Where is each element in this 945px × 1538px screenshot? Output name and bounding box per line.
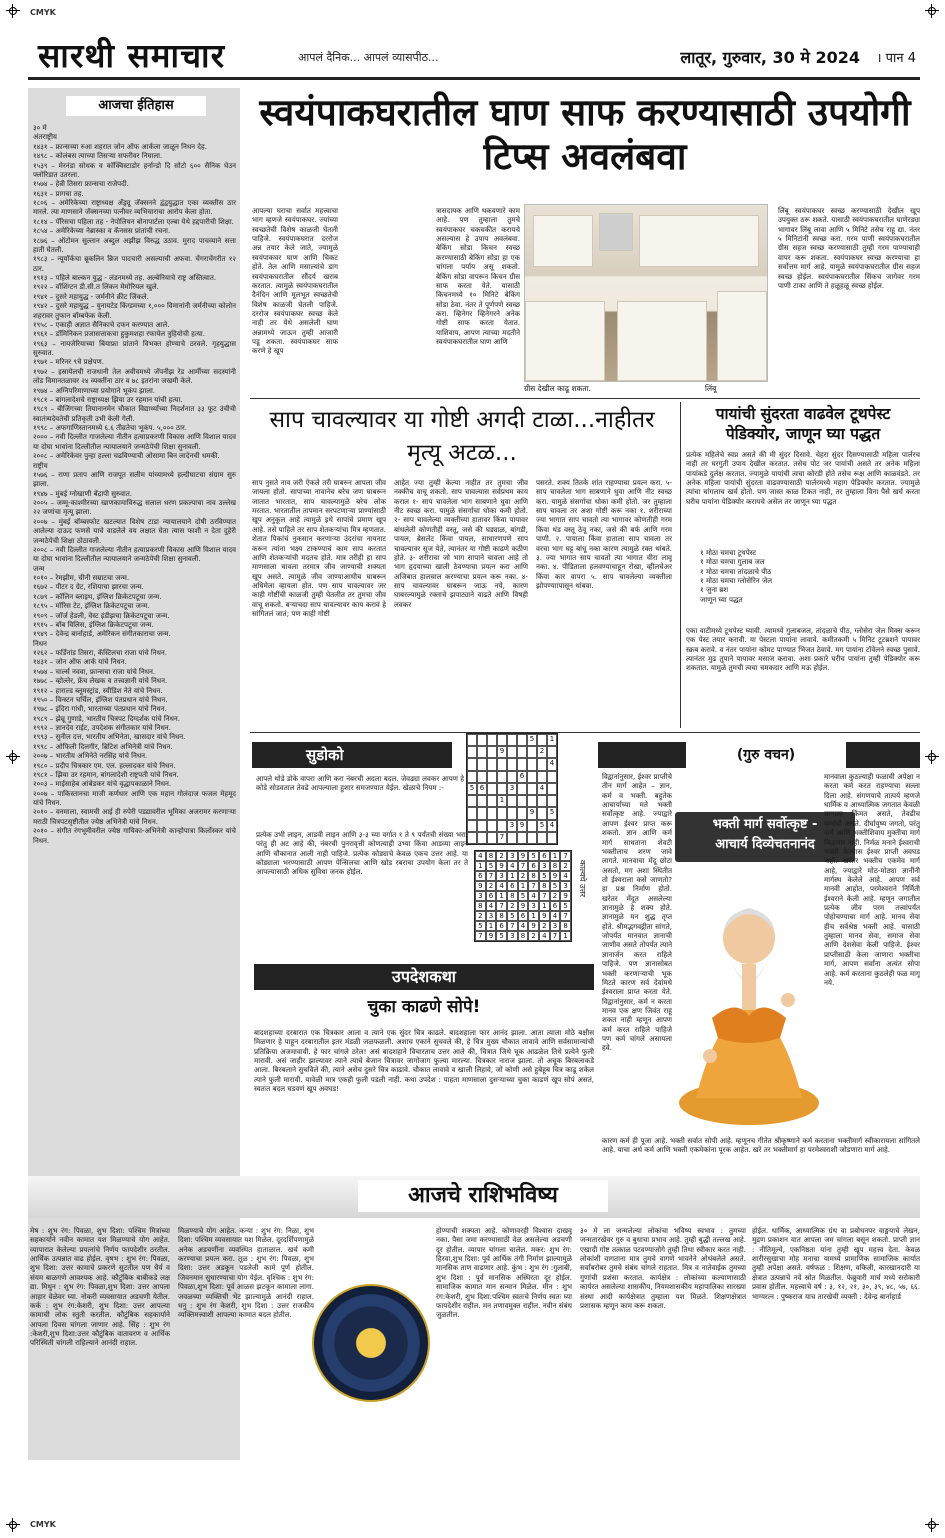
sudoku-cell: 5 <box>475 921 486 931</box>
registration-mark-icon <box>6 750 20 764</box>
history-entry: २००५ – जम्मू-काश्मीरच्या खाणकामाविरुद्ध सलाल धरण प्रकल्पाचा नाव उल्लेख २२ जणांचा मृत्यू झाला. <box>33 499 236 517</box>
sudoku-cell <box>517 795 527 807</box>
history-entry: १९६१ – डॉमिनिकन प्रजासत्ताकचा हुकुमशहा रफायेल त्रुहियोची हत्या. <box>33 330 205 339</box>
sudoku-cell: 9 <box>527 807 537 819</box>
sudoku-cell: 1 <box>560 931 571 941</box>
guru-footer: कारण कर्म ही पूजा आहे. भक्ती सर्वात सोपी आहे. म्हणूनच गीतेत श्रीकृष्णाने कर्म करताना भक्तीमार्ग स्वीकारायला सांगितले आहे. याचा अर्थ कर्म आणि भक्ती एकमेकांना पूरक आहेत. खरे तर भक्तीमार्ग हा परमेश्वराशी जोडणारा मार्ग आहे. <box>602 1136 920 1155</box>
sudoku-cell <box>467 807 477 819</box>
history-entry: १९८९ – बीजिंगच्या तियानानमेन चौकात विद्यार्थ्यांच्या निदर्शनात ३३ फूट उंचीची स्वातंत्र्यदेवतेची प्रतिकृती उभी केली गेली. <box>33 405 236 423</box>
sudoku-cell: 1 <box>518 881 529 891</box>
lead-column-1: आपल्या घराचा सर्वात महत्त्वाचा भाग म्हणजे स्वयंपाकघर. ज्यांच्या स्वच्छतेची विशेष काळजी घेतली पाहिजे. स्वयंपाकघरात दररोज अन्न तयार केले जाते, ज्यामुळे स्वयंपाकघर घाण आणि चिकट होते. तेल आणि मसाल्यांचे डाग स्वयंपाकघरातील सौंदर्य खराब करतात. त्यामुळे स्वयंपाकघरातील दैनंदिन आणि मूलभूत स्वच्छतेची विशेष काळजी घेतली पाहिजे. दररोज स्वयंपाकघर स्वच्छ केले नाही तर येथे असलेली घाण अन्नामध्ये जाऊन तुम्ही आजारी पडू शकता. स्वयंपाकघर साफ करणे हे खूप <box>252 206 338 356</box>
sudoku-cell: 2 <box>496 851 507 861</box>
sudoku-cell: 7 <box>496 901 507 911</box>
sudoku-cell: 3 <box>550 921 561 931</box>
history-entry: जन्म <box>33 564 45 573</box>
history-entry: १९१३ – पहिले बाल्कन युद्ध - लंडनमध्ये तह. अल्बेनियाचे राष्ट्र अस्तित्वात. <box>33 274 217 282</box>
sudoku-cell <box>487 795 497 807</box>
history-entry: १२६२ – फर्डिनांड तिसरा, कॅस्टिलचा राजा यांचे निधन. <box>33 649 168 657</box>
snake-column-2: आहेत ज्या तुम्ही केल्या नाहीत तर तुमचा जीव नक्कीच वाचू शकतो. साप चावल्यास सर्वप्रथम काय कराल १- साप चावलेला भाग साबणाने धुवा आणि नीट स्वच्छ करा. यामुळे संसर्गाचा धोका कमी होतो. २- साप चावलेल्या व्यक्तीच्या हातावर किंवा पायावर बांधलेली कोणतीही वस्तू, जसे की घड्याळ, बांगडी, पायल, ब्रेसलेट किंवा पायल, साधारणपणे साप चावल्यावर सूज येते, त्यानंतर या गोष्टी काढणे कठीण होते. ३- शरीराचा जो भाग सापाने चावला आहे तो भाग हृदयाच्या खाली ठेवण्याचा प्रयत्न करा आणि अजिबात हालचाल करण्याचा प्रयत्न करू नका. ४-साप चावल्यावर घाबरून जाऊ नये, कारण घाबरल्यामुळे रक्ताचे झपाट्याने वाढते आणि विषही लवकर <box>394 478 528 609</box>
snake-headline: साप चावल्यावर या गोष्टी अगदी टाळा...नाहीतर मृत्यू अटळ... <box>269 407 655 467</box>
sudoku-cell: 2 <box>518 871 529 881</box>
divider <box>250 398 920 399</box>
pedicure-ingredients <box>700 548 900 604</box>
cabinet <box>525 301 605 381</box>
ingredient-item: १ मोठा चमचा गुलाब जल <box>700 557 765 567</box>
sudoku-cell <box>537 832 547 844</box>
history-entry: १५७४ – हेन्री तिसरा फ्रान्सचा राजेपदी. <box>33 180 129 189</box>
sudoku-cell <box>547 832 557 844</box>
sudoku-cell: 4 <box>486 901 497 911</box>
sudoku-cell: 1 <box>528 911 539 921</box>
story-banner <box>254 964 594 990</box>
history-entry: १८७९ – कॉलिन ब्लाइथ, इंग्लिश क्रिकेटपटूचा जन्म. <box>33 592 162 601</box>
history-entry: अंतराष्ट्रीय <box>33 133 57 142</box>
dateline: लातूर, गुरुवार, 30 मे 2024 <box>680 48 860 67</box>
sudoku-cell: 4 <box>547 758 557 770</box>
history-entry: १९८० – प्रदीप चित्रकार एम. एल. हल्लादकर यांचे निधन. <box>33 761 176 770</box>
history-entry: १९७२ – इस्रायेलची राजधानी तेल अवीवमध्ये जॅपनीझ रेड आर्मीच्या सदस्यांनी लोड विमानतळावर २४ व्यक्तींना ठार व ७८ इतरांना जखमी केले. <box>33 367 236 386</box>
sage-illustration-icon <box>676 868 822 1128</box>
snake-column-3: पसरते. शक्य तितके शांत राहण्याचा प्रयत्न करा. ५-साप चावलेला भाग साबणाने धुवा आणि नीट स्वच्छ करा. यामुळे संसर्गाचा धोका कमी होतो. जर तुम्हाला साप चावला तर अशा गोष्टी करू नका १. शरीराच्या ज्या भागात साप चावतो त्या भागावर कोणतीही गरम किंवा थंड वस्तू ठेवू नका, जसे की बर्फ आणि गरम पाणी. २. पायाला किंवा हाताला साप चावला तर वरचा भाग घट्ट बांधू नका कारण त्यामुळे रक्त थांबते. ३. ज्या भागात साप चावतो त्या भागात चीरा लावू नका. ४. पीडिताला हलवण्याचाहून रोखा, व्हीलचेअर किंवा कार वापरा ५. साप चावलेल्या व्यक्तीला झोपण्याापासून थांबवा. <box>536 478 672 590</box>
sudoku-cell <box>517 783 527 795</box>
sudoku-cell <box>467 734 477 746</box>
sudoku-cell <box>507 734 517 746</box>
history-entry: १९४२ – दुसरे महायुद्ध – युनायटेड किंग्डमच्या १,००० विमानांनी जर्मनीच्या कोलोन शहरावर तुफान बॉम्बफेक केली. <box>33 302 236 320</box>
sudoku-cell <box>507 771 517 783</box>
sudoku-cell <box>537 734 547 746</box>
sudoku-cell: 6 <box>517 771 527 783</box>
sudoku-cell: 1 <box>539 901 550 911</box>
photo-caption: ग्रीस देखील काढू शकता. <box>524 384 591 393</box>
sudoku-cell: 1 <box>496 891 507 901</box>
history-entry: १९८१ – झिया उर रहमान, बांगलादेशी राष्ट्रपती यांचे निधन. <box>33 770 179 779</box>
sudoku-cell: 9 <box>475 881 486 891</box>
cabinet <box>533 215 593 267</box>
sudoku-cell <box>497 783 507 795</box>
history-entry: १०१० – रेमझीम, चीनी सम्राटचा जन्म. <box>33 574 130 582</box>
pedicure-body: प्रत्येक महिलेचे स्वप्न असते की मी सुंदर दिसावे. चेहरा सुंदर दिसण्यासाठी महिला पार्लरच नाही तर घरगुती उपाय देखील करतात. तसेच पोट जर पायांची असते तर अनेक महिला पायांकडे दुर्लक्ष करतात. ज्यामुळे पायांची त्वचा कोरडी होते तसेच रूक्ष आणि काळवंडते. तर अनेक महिला पायांची सुंदरता वाढवण्यासाठी पार्लरमध्ये महाग पेडिक्योर करतात. ज्यामुळे त्यांचा चांगलाच खर्च होतो. पण जास्त काळ टिकत नाही, तर तुम्हाला विना पैसे खर्च करता घरीच पायांना पेडिक्योर करायचे असेल तर जाणून घ्या पद्धत <box>686 450 920 506</box>
sudoku-cell: 3 <box>486 911 497 921</box>
sudoku-cell: 5 <box>547 807 557 819</box>
horoscope-column-5: होईल. धार्मिक, आध्यात्मिक ग्रंथ वा प्रबोधनपर वाङ्मयाचे लेखन, मुद्रण प्रकाशन यात आपला जम चांगला बसून शकतो. प्राप्ती ज्ञान : नीतिमूल्ये, एकनिष्ठता यांना तुम्ही खूप महत्त्व देता. केवळ शारीरसुखाचा मोह मनाचा यामध्ये प्रामाणिक सामाजिक कार्यात तुम्ही अपेक्षा असते. वर्षफळ : शिक्षण, वकिली, कारखानदारी या क्षेत्रात उत्पन्नाचे नवे स्रोत मिळतील. फेब्रुवारी मार्च मध्ये सरोकारी प्रवास होतील. महत्त्वाचे वर्ष : ३, १२, २१, ३०, ३९, ४८, ५७, ६६. भाग्यरत्न : पुष्कराज याच तारखेची व्यक्ती : देवेन्द्र बार्नाहार्ड <box>752 1226 920 1301</box>
horoscope-column-2: मिळण्याचे योग आहेत. कन्या : शुभ रंग: निळा, शुभ दिशा: पश्चिम व्यवसायात यश मिळेल. दूरदर्शिपणामुळे अनेक अडचणींना व्यवस्थित हाताळाल. खर्च कमी करण्याचा प्रयत्न करा. तूळ : शुभ रंग: पिवळा, शुभ दिशा: उत्तर अडकून पडलेली कामे पूर्ण होतील. जिवनमान सुधारण्याचा योग येईल. वृश्चिक : शुभ रंग: पिवळा,शुभ दिशा: पूर्व आळस झटकून कामाला लागा. जवळच्या व्यक्तिची भेट झाल्यामुळे आनंदी राहाल. धनु : शुभ रंग केशरी, शुभ दिशा : उत्तर राजकीय व्यक्तिमत्त्वाशी आपल्या कामात बदल होतील. <box>178 1226 314 1320</box>
history-entry: १९७४ – अग्निपरिमाणाच्या प्रयोगाने भूकंप झाला. <box>33 386 156 395</box>
snake-column-1: साप नुसते नाव जरी ऐकले तरी घाबरुन आपला जीव जायला होतो. सापाच्या नावानेच बरेच जण घाबरून जातात भारतात, साप चावल्यामुळे बरेच लोक मरतात. भारतातील तापमान सरपटणाऱ्या प्राण्यांसाठी खूप अनुकूल आहे त्यामुळे इथे सापांचे प्रमाण खूप आहे. तसे पाहिले तर साप शेतकऱ्यांचा मित्र म्हणतात. शेतात पिकांचं नुकसान करणाऱ्या उंदरांचा नायनाट करून त्यांना भक्ष्य टाकण्याचं काम साप करतात आणि शेतकऱ्यांची मदतच होते. मात्र तरीही हा साप माणसाला चावला तरमात्र जीव जाण्याची शक्यता खूप असते. त्यामुळे जीव जाण्याआधीच घाबरून अधिमेला व्हायला होत. पण साप चावल्यावर जर काही गोष्टींची काळजी तुम्ही घेतलीत तर तुमचा जीव वाचू शकतो. बऱ्याचदा साप चावल्यावर काय करावं हे सांगितलं जातं; पण काही गोष्टी <box>252 478 386 619</box>
history-entry: १४९८ – कोलंबस त्याच्या तिसऱ्या सफरीवर निघाला. <box>33 152 163 161</box>
sudoku-cell: 4 <box>518 921 529 931</box>
sudoku-cell <box>487 771 497 783</box>
sudoku-cell <box>517 746 527 758</box>
pedicure-method: एका वाटीमध्ये टूथपेस्ट घ्यावी. त्यामध्ये गुलाबजल, तांदळाचे पीठ, ग्लोसेरा जेल मिक्स करून एक पेस्ट तयार करावी. या पेस्टला पायांना लावावे. कमीतकमी ५ मिनिट टूटब्रशने पायावर स्क्रब करावे. व नंतर पायांना कोमट पाण्यात भिजत ठेवावे. मग पायांना टॉवेलने स्वच्छ पुसावे. त्यानंतर मुढ तुपाने पायावर मसाज करावा. अशा प्रकारे घरीच पायांना तुम्ही पेडिक्योर करू शकतात. यामुळे तुमची त्वचा चमकदार आणि मऊ होईल. <box>686 626 920 673</box>
sudoku-cell: 5 <box>528 851 539 861</box>
sudoku-cell: 4 <box>537 783 547 795</box>
sudoku-cell <box>487 832 497 844</box>
sudoku-cell: 6 <box>528 861 539 871</box>
history-entry: १९८१ – बांगलादेशचे राष्ट्राध्यक्ष झिया उर रहमान यांची हत्या. <box>33 395 183 404</box>
guru-heading: (गुरु वचन) <box>686 742 846 768</box>
history-entry: १९४१ – दुसरे महायुद्ध - जर्मनीने क्रीट जिंकले. <box>33 292 149 301</box>
sudoku-cell <box>467 746 477 758</box>
horoscope-column-3: होण्याची शक्यता आहे. कोणावरही विश्वास दाखवू नका. पैसा जमा करण्यासाठी वेळ असलेल्या अडचणी दूर होतील. व्यापार चांगला चालेल. मकर: शुभ रंग: हिरवा,शुभ दिशा: पूर्व आर्थिक तंगी निर्माण झाल्यामुळे मानसिक ताण वाढणार आहे. कुंभ : शुभ रंग :गुलाबी, शुभ दिशा : पूर्व मानसिक अस्थिरता दूर होईल. सामाजिक कामात मान सन्मान मिळेल. मीन : शुभ रंग:केशरी, शुभ दिशा:पश्चिम स्वतःचे निर्णय स्वतः घ्या फायदेशीर राहील. मन तणावमुक्त राहील. नवीन संबंध जुळतील. <box>436 1226 572 1320</box>
sudoku-cell: 2 <box>475 911 486 921</box>
sudoku-cell: 3 <box>528 901 539 911</box>
answer-label: काल्वचे उत्तर <box>578 860 587 898</box>
lead-headline: स्वयंपाकघरातील घाण साफ करण्यासाठी उपयोगी टिप्स अवलंबवा <box>259 90 911 179</box>
sudoku-banner <box>252 742 452 768</box>
sudoku-cell: 6 <box>475 871 486 881</box>
sudoku-cell: 2 <box>507 901 518 911</box>
sudoku-cell: 8 <box>496 911 507 921</box>
print-mark-top: CMYK <box>30 8 56 17</box>
tagline: आपलं दैनिक... आपलं व्यासपीठ... <box>298 51 439 64</box>
story-body: बादशहाच्या दरबारात एक चित्रकार आला व त्याने एक सुंदर चित्र काढले. बादशहाला फार आनंद झाला. आता त्याला मोठे बक्षीस मिळणार हे पाहून दरबारातील इतर मंडळी जळफळली. अशाच एकाने सुचवले की, हे चित्र मुख्य चौकात लावावे आणि सर्वसामान्यांची प्रतिक्रिया अजमावावी. हे फार चांगले ठरेल! असं बादशहाने विचारताच उत्तर आले की, चित्रात जिथे चूक आढळेल तिथे प्रत्येने फुली मारावी. असं जाहीर झाल्यावर त्याने त्याचे बेजान चित्रावर जागोजाग फुल्या मारल्या. चित्रकार नाराज झाला. तो अचूक बिरबलाकडे आला. बिरबलाने सुचविले की, त्याने असेच दुसरे चित्र काढावे. चौकात लावावे व खाली लिहावे, जो कोणी असे हुबेहूब चित्र काढू शकेल त्याने फुली मारावी. यावेळी मात्र एकही फुली पडली नाही. कथा उपदेश : पाहता माणसाला दुसऱ्याच्या चुका काढणं खूप सोपं असतं, स्वतःत बदल घडवणं खूप अवघड! <box>254 1028 594 1094</box>
sudoku-cell <box>527 820 537 832</box>
sudoku-cell: 9 <box>497 746 507 758</box>
history-entry: १९८९ – झेम्रू गुणाडे, भारतीय चित्रपट दिग्दर्शक यांचे निधन. <box>33 714 180 723</box>
sudoku-cell: 6 <box>550 901 561 911</box>
history-entry: १४३१ – जोन ऑफ आर्क यांचे निधन. <box>33 658 127 667</box>
sudoku-cell <box>507 832 517 844</box>
ingredient-item: १ मोठा चमचा तांदळाचे पीठ <box>700 566 772 576</box>
guru-column-2: मानवाला कुठल्याही फळाची अपेक्षा न करता कर्म करत राहण्याचा सल्ला दिला आहे. संगणयाचे तात्पर्य म्हणजे धार्मिक व आध्यात्मिक जगतात केवळी ज्ञानाला किंमत असते, तेवढीच कर्माची असते. दीर्घायुष्य जगतो, परंतु कर्म आणि भक्तीशिवाय मुक्तीचा मार्ग मिळणार नाही. निर्मळ मनाने ईश्वराची भक्ती केल्यास ईश्वर प्राप्ती अवघड नाही. खरंतर भक्तीच एकमेव मार्ग आहे, ज्याद्वारे मोठ-मोठ्या ज्ञानींनी मार्गस्थ केलेले आहे. आपण सर्व मानवी आहोत, परमेश्वराने निर्मिती ईश्वराने केली आहे. म्हणून जगातील प्रत्येक जीव परम तत्त्वांपर्यंत पोहोचण्याचा मार्ग आहे. मानव सेवा हीच सर्वश्रेष्ठ भक्ती आहे. यासाठी तुम्हाला मानव सेवा, समाज सेवा आणि देशसेवा केली पाहिजे. ईश्वर प्राप्तीसाठी केला जाणारा भक्तीचा मार्ग, आपण सर्वांना अत्यंत सोपा आहे. कर्म करताना कुठलेही फळ मागू नये. <box>824 772 920 987</box>
history-entry: २००३ – माईसाहेब आंबेडकर यांचे वृद्धापकाळाने निधन. <box>33 780 172 789</box>
history-entry: १५३९ – मेरनंडा सोधक व कॉक्विस्टाडोर हर्नान्डो दि सोटो ६०० सैनिक घेउन फ्लोरिडात उतरला. <box>33 161 236 179</box>
sudoku-cell: 7 <box>507 921 518 931</box>
sudoku-cell: 9 <box>528 921 539 931</box>
sudoku-cell <box>547 746 557 758</box>
divider <box>680 402 681 728</box>
sudoku-cell <box>487 734 497 746</box>
sudoku-cell: 7 <box>486 871 497 881</box>
sudoku-cell <box>547 783 557 795</box>
sudoku-cell: 1 <box>507 871 518 881</box>
crop-mark-icon <box>925 4 939 18</box>
crop-mark-icon <box>6 1518 20 1532</box>
sudoku-cell: 4 <box>550 911 561 921</box>
sudoku-cell <box>527 832 537 844</box>
sudoku-cell: 6 <box>518 911 529 921</box>
sudoku-cell <box>537 758 547 770</box>
sudoku-cell: 3 <box>507 820 517 832</box>
history-entry: १९७८ – इंदिरा गांधी, भारताच्या पंतप्रधान यांचे निधन. <box>33 705 167 714</box>
history-entry: १७७८ – व्होल्तेर, फ्रेंच लेखक व तत्त्वज्ञानी यांचे निधन. <box>33 677 168 686</box>
sudoku-cell: 3 <box>560 881 571 891</box>
history-entry: १८७६ – ऑटोमन सुल्तान अब्दुल अझीझ विरुद्ध उठाव. मुराद पाचव्याने सत्ता हाती घेतली. <box>33 236 236 254</box>
guru-title-line-1: भक्ती मार्ग सर्वोत्कृष्ट - <box>712 817 818 832</box>
sudoku-cell <box>497 734 507 746</box>
zodiac-wheel-icon <box>312 1284 430 1402</box>
sudoku-cell <box>477 807 487 819</box>
history-entry: २००८ – अमेरिकेवर पुन्हा हल्ला चढविण्याची ओसामा बिन लादेनची धमकी. <box>33 452 220 461</box>
lead-column-2a <box>344 206 430 392</box>
sudoku-cell: 4 <box>475 851 486 861</box>
sudoku-cell: 8 <box>475 901 486 911</box>
history-entry: १९९२ – ज्ञानदेव राईट, उपदेशक संगीतकार यांचे निधन. <box>33 724 171 732</box>
sudoku-cell: 1 <box>475 861 486 871</box>
sudoku-cell: 3 <box>496 871 507 881</box>
sudoku-cell <box>527 795 537 807</box>
sudoku-heading: सुडोको <box>306 746 344 764</box>
history-entry: १९७१ – मरिनर ९चे प्रक्षेपण. <box>33 358 104 367</box>
sudoku-cell: 3 <box>507 851 518 861</box>
history-entry: १९४९ – देवेन्द्र बार्नाहार्ड, अमेरिकन संगीतकाराचा जन्म. <box>33 630 171 639</box>
sudoku-cell <box>537 771 547 783</box>
pedicure-headline: पायांची सुंदरता वाढवेल टूथपेस्ट पेडिक्योर, जाणून घ्या पद्धत <box>715 405 891 444</box>
history-entry: १९९८ – ओफिली दिलगीर, ब्रिटिश अभिनेत्री यांचे निधन. <box>33 742 173 751</box>
history-entry: १८९५ – मॉरिस टेट, इंग्लिश क्रिकेटपटूचा जन्म. <box>33 602 150 611</box>
history-entry: १९१२ – हाराल्ड ब्लूमस्ट्रांड, स्वीडिश नेते यांचे निधन. <box>33 686 163 695</box>
sudoku-cell: 2 <box>537 746 547 758</box>
sudoku-cell <box>477 832 487 844</box>
sudoku-cell <box>527 746 537 758</box>
chimney-hood <box>599 213 633 251</box>
sudoku-cell: 9 <box>560 891 571 901</box>
sudoku-cell <box>507 807 517 819</box>
sudoku-cell: 6 <box>539 851 550 861</box>
sudoku-cell <box>467 771 477 783</box>
history-entry: २०१० – संगीत रंगभूमीवरील ज्येष्ठ गायिका-अभिनेत्री कान्होपात्रा किर्लोस्कर यांचे निधन. <box>33 827 236 845</box>
history-entry: १९५० – विन्स्टन चर्चिल, इंग्लिश पंतप्रधान यांचे निधन. <box>33 695 168 704</box>
sudoku-cell: 5 <box>539 871 550 881</box>
method-heading: जाणून घ्या पद्धत <box>700 594 743 604</box>
sudoku-cell: 9 <box>518 851 529 861</box>
divider <box>250 732 920 733</box>
history-entry: १९९३ – सुनील दत्त, भारतीय अभिनेता, खासदार यांचे निधन. <box>33 733 186 742</box>
sudoku-cell <box>467 832 477 844</box>
history-entry: १९१५ – बॉब विलिस, इंग्लिश क्रिकेटपटूचा जन्म. <box>33 620 154 629</box>
sudoku-cell <box>517 758 527 770</box>
history-entry: ३० मे <box>33 124 47 132</box>
history-entry: १४३१ – फ्रान्सच्या रुआ शहरात जोन ऑफ आर्कला जाळून निधन देह. <box>33 142 207 151</box>
lead-column-2: त्रासदायक आणि थकवणारे काम आहे. पण तुम्हाला तुमचे स्वयंपाकघर चकचकीत करायचे असल्यास हे उपाय अवलंबवा. बेकिंग सोडा किचन स्वच्छ करण्यासाठी बेकिंग सोडा हा एक चांगला पर्याय असू शकतो. बेकिंग सोडा वापरून किचन ग्रीस साफ करता येते. यासाठी किचनमध्ये १० मिनिटे बेकिंग सोडा ठेवा. नंतर ते पूर्णपणे स्वच्छ करा. व्हिनेगर व्हिनेगरने अनेक गोष्टी साफ करता येतात. याशिवाय, आपण त्याच्या मदतीने स्वयंपाकघरातील घाण आणि <box>436 206 520 347</box>
history-entry: १९६३ – नायजेरियाच्या बियाफ्रा प्रांताने विभक्त होण्याचे ठरवले. गृहयुद्धास सुरुवात. <box>33 339 236 357</box>
sudoku-cell: 8 <box>486 851 497 861</box>
sudoku-cell <box>477 734 487 746</box>
sudoku-cell: 2 <box>560 861 571 871</box>
sudoku-cell <box>537 807 547 819</box>
history-entry: १९९८ – अफगाणिस्तानमध्ये ६.६ तीव्रतेचा भूकंप. ५,००० ठार. <box>33 424 187 432</box>
sudoku-cell: 2 <box>550 891 561 901</box>
history-entry: राष्ट्रीय <box>33 461 48 470</box>
history-heading: आजचा ईतिहास <box>66 96 206 116</box>
sudoku-cell <box>517 734 527 746</box>
sudoku-cell: 9 <box>486 931 497 941</box>
sudoku-solution-grid <box>474 850 572 942</box>
sudoku-cell: 1 <box>486 921 497 931</box>
sudoku-cell <box>527 783 537 795</box>
ingredient-item: १ मोठा चमचा टूथपेस्ट <box>700 548 757 557</box>
sudoku-cell: 4 <box>528 891 539 901</box>
sudoku-cell: 4 <box>560 871 571 881</box>
sudoku-cell: 8 <box>539 881 550 891</box>
ingredient-item: १ मोठा चमचा ग्लोसेरिन जेल <box>700 576 773 586</box>
sudoku-cell: 5 <box>550 881 561 891</box>
ingredient-item: १ जुना ब्रश <box>700 585 729 595</box>
sudoku-cell: 7 <box>560 911 571 921</box>
history-entry: २०१० – वनमाला, स्वामची आई ही रुपेरी पडद्यावरील भूमिका अजरामर करणाऱ्या मराठी चित्रपटसृष्टीतील ज्येष्ठ अभिनेत्री यांचे निधन. <box>33 808 236 826</box>
history-entry: निधन <box>33 639 47 648</box>
sudoku-puzzle-grid <box>466 733 558 845</box>
sudoku-cell: 7 <box>518 861 529 871</box>
horoscope-column-1: मेष : शुभ रंग: पिवळा, शुभ दिशा: पश्चिम मित्रांच्या सहकार्याने नवीन कामात यश मिळण्याचे योग आहेत. व्यापारात केलेल्या प्रयत्नांचे निर्णय फायदेशीर ठरतील. आर्थिक उत्पन्नात वाढ होईल. वृषभ : शुभ रंग: पिवळा, शुभ दिशा: उत्तर कामाचे प्रकरणे सुटतील पण धैर्य व संयम बाळगणे आवश्यक आहे. कौटुंबिक बाबीकडे लक्ष द्या. मिथुन : शुभ रंग: पिवळा,शुभ दिशा: उत्तर आपला आहार वेळेवर घ्या. नोकरी व्यवसायात अडचणी येतील. कर्क : शुभ रंग:केशरी, शुभ दिशा: उत्तर आपल्या कामाची लोक स्तुती करतील. कौटुंबिक सहकार्याने आपला दिवस चांगला जाणार आहे. सिंह : शुभ रंग :केशरी,शुभ दिशा:उत्तर कौटुंबिक वातावरण व आर्थिक परिस्थिती चांगली राहिल्याने आनंदी राहाल. <box>30 1226 170 1348</box>
history-entry: १८५४ – अमेरिकेच्या नेब्रास्का व कॅनसस प्रांतांची रचना. <box>33 227 171 236</box>
registration-mark-icon <box>925 750 939 764</box>
masthead <box>28 28 920 80</box>
sudoku-cell: 9 <box>496 861 507 871</box>
sudoku-cell: 5 <box>486 861 497 871</box>
sudoku-cell: 4 <box>507 861 518 871</box>
sudoku-intro: आपले थोडे डोके वापरा आणि करा नंबरची अदला बदल. जेवढ्या लवकर आपण हे कोडे सोडवताल तेवढे आपल्याला हुशार समजण्यात येईल. खेळाचे नियम :- <box>256 774 464 793</box>
sudoku-cell <box>477 771 487 783</box>
sudoku-cell: 8 <box>528 871 539 881</box>
sudoku-cell: 7 <box>497 832 507 844</box>
sudoku-cell: 6 <box>496 921 507 931</box>
sudoku-cell <box>497 820 507 832</box>
sudoku-cell <box>467 795 477 807</box>
history-entry: १९८३ – न्यूयॉर्कचा ब्रूकलिन ब्रिज पादचारी असल्याची अफवा. चेंगराचेंगरीत १२ ठार. <box>33 255 236 273</box>
sudoku-cell: 5 <box>467 783 477 795</box>
history-entry: १६३१ – प्रागचा तह. <box>33 189 84 198</box>
newspaper-name: सारथी समाचार <box>38 36 226 75</box>
sudoku-cell <box>477 746 487 758</box>
sudoku-cell: 5 <box>518 891 529 901</box>
sudoku-cell: 7 <box>475 931 486 941</box>
print-mark-bottom: CMYK <box>30 1520 56 1529</box>
history-entry: १९२२ – वॉशिंग्टन डी.सी.त लिंकन मेमोरियल खुले. <box>33 283 159 292</box>
sudoku-cell: 7 <box>550 931 561 941</box>
sudoku-cell: 4 <box>496 881 507 891</box>
sudoku-cell <box>467 758 477 770</box>
horoscope-banner <box>28 1176 920 1218</box>
sudoku-cell <box>517 807 527 819</box>
sudoku-cell <box>547 795 557 807</box>
sudoku-cell <box>527 771 537 783</box>
history-entry: १५७४ – चार्ल्स नववा, फ्रान्सचा राजा यांचे निधन. <box>33 667 156 676</box>
history-entry: २००८ – नवी दिल्लीत गाजलेल्या नीतीन हत्याप्रकरणी विकास आणि विशाल यादव या दोघा भावांना दिल्लीतील न्यायालयाने जन्मठेपेची शिक्षा सुनावली. <box>33 545 236 564</box>
history-entry: १९०९ – जॉर्ज हेडली, वेस्ट इंडीझचा क्रिकेटपटूचा जन्म. <box>33 611 170 620</box>
sudoku-cell: 4 <box>547 820 557 832</box>
sudoku-cell: 2 <box>486 881 497 891</box>
sudoku-cell: 1 <box>547 734 557 746</box>
history-entry: १९५८ – एकाही अज्ञात सैनिकाचे दफन करण्यात आले. <box>33 320 170 329</box>
sudoku-cell: 8 <box>560 921 571 931</box>
sudoku-cell: 2 <box>539 921 550 931</box>
cabinet <box>717 291 767 381</box>
history-entry: १८०६ – अमेरिकेच्या राष्ट्राध्यक्ष ॲंड्र्यू जॅक्सनने द्वंद्वयुद्धात एका व्यक्तीस ठार मारले. त्या माणसाने जॅक्सनच्या पत्नीवर व्यभिचाराचा आरोप केला होता. <box>33 199 236 217</box>
sudoku-cell <box>487 758 497 770</box>
crop-mark-icon <box>6 4 20 18</box>
sudoku-cell: 3 <box>539 861 550 871</box>
sudoku-cell: 6 <box>486 891 497 901</box>
sudoku-cell: 1 <box>497 795 507 807</box>
page-number: । पान 4 <box>876 51 916 66</box>
history-entry: १६७२ – पीटर द ग्रेट, रशियाचा झारचा जन्म. <box>33 583 144 592</box>
crop-mark-icon <box>925 1518 939 1532</box>
sudoku-cell: 4 <box>539 931 550 941</box>
sudoku-cell: 3 <box>507 783 517 795</box>
cabinet <box>639 215 759 267</box>
history-entry: २००७ – पाकिस्तानचा माजी कर्णधार आणि एक महान गोलंदाज फजल मेहमूद यांचे निधन. <box>33 789 236 807</box>
sudoku-cell <box>507 795 517 807</box>
sudoku-cell: 1 <box>550 851 561 861</box>
sudoku-cell <box>487 783 497 795</box>
kitchen-photo <box>524 204 768 382</box>
sudoku-cell <box>537 795 547 807</box>
history-entry: २००० – नवी दिल्लीत गाजलेल्या नीतीन हत्याप्रकरणी विकास आणि विशाल यादव या दोघा भावांना दिल्लीतील न्यायालयाने जन्मठेपेची शिक्षा सुनावली. <box>33 433 236 451</box>
sudoku-cell <box>517 832 527 844</box>
history-entry: २००७ – मुंबई बॉम्बस्फोट खटल्यात विशेष टाडा न्यायालयाने दोषी ठरविण्यात आलेल्या दाऊद फणसे याचे वाडलेले वय लक्षात घेता त्यास फाशी न देता दुहेरी जन्मठेपेची शिक्षा ठोठावली. <box>33 517 236 545</box>
sudoku-cell <box>497 807 507 819</box>
sudoku-cell: 9 <box>517 820 527 832</box>
kitchen-island <box>617 301 707 381</box>
sudoku-cell: 7 <box>560 851 571 861</box>
guru-column-1: विद्वानांनुसार, ईश्वर प्राप्तीचे तीन मार्ग आहेत – ज्ञान, कर्म व भक्ती. बहुतेक आचार्यांच्या मते भक्ती सर्वोत्कृष्ट आहे. ज्याद्वारे आपण ईश्वर प्राप्त करू शकतो. ज्ञान आणि कर्म मार्ग साधताना शेवटी भक्तीलाच शरण जावे लागते. मानवाचा मेंदू छोटा असतो, मग अशा स्थितीत तो ईश्वराला कसे जाणतो? हा प्रश्न निर्माण होतो. खरेतर मेंदूत असलेल्या ज्ञानामुळे हे शक्य होते. ज्ञानामुळे मन शुद्ध तृप्त होते. श्रीमद्भगवद्गीता सांगते, जोपर्यंत मानवात ज्ञानाची जाणीव असते तोपर्यंत त्याने ज्ञानार्जन करत राहिले पाहिजे. पण ज्ञानासोबत भक्ती करणाऱ्याची भूक मिटते कारण सर्व देवांमधे ईश्वराला प्राप्त करता येते. विद्वानांनुसार, कर्म न करता मानव एक क्षण जिवंत राहू शकत नाही म्हणून आपण कर्म करत राहिले पाहिजे पण कर्म चांगले असायला हवे. <box>602 772 672 1053</box>
sudoku-cell: 8 <box>550 861 561 871</box>
sudoku-cell: 3 <box>475 891 486 901</box>
sudoku-cell <box>497 771 507 783</box>
sudoku-cell <box>477 758 487 770</box>
sudoku-cell <box>497 758 507 770</box>
sudoku-cell: 5 <box>496 931 507 941</box>
sudoku-cell: 9 <box>518 901 529 911</box>
sudoku-cell <box>487 746 497 758</box>
sudoku-cell: 7 <box>528 881 539 891</box>
history-entry: १५७६ – राणा प्रताप आणि राजपूत सलीम यांच्यामध्ये हल्दीघाटचा संग्राम सुरु झाला. <box>33 470 236 489</box>
sudoku-cell <box>477 820 487 832</box>
sudoku-cell: 6 <box>507 881 518 891</box>
sudoku-cell: 8 <box>507 891 518 901</box>
horoscope-heading: आजचे राशिभविष्य <box>358 1180 608 1212</box>
sudoku-cell <box>487 820 497 832</box>
sudoku-cell: 2 <box>528 931 539 941</box>
history-entry: २००७ – भारतीय अभिनेते नरसिंह यांचे निधन. <box>33 752 148 761</box>
sudoku-cell: 9 <box>539 911 550 921</box>
sudoku-cell: 5 <box>560 901 571 911</box>
sudoku-cell <box>547 771 557 783</box>
sudoku-cell: 3 <box>507 931 518 941</box>
sudoku-cell: 5 <box>507 911 518 921</box>
history-entry: १९४७ – मुंबई ग्नोखाणी बेंद्रापी सुरुवात. <box>33 489 133 498</box>
story-title: चुका काढणे सोपे! <box>367 997 481 1017</box>
story-heading: उपदेशकथा <box>392 967 456 986</box>
sudoku-cell: 6 <box>477 783 487 795</box>
sudoku-cell: 5 <box>527 734 537 746</box>
sudoku-cell <box>477 795 487 807</box>
sudoku-cell <box>527 758 537 770</box>
horoscope-column-4: ३० मे ला जन्मलेल्या लोकांचा भविष्य स्वभाव : तुमच्या जन्मतारखेवर गुरु व बुधाचा प्रभाव आहे. तुम्ही बुद्धी तल्लख आहे. एखादी गोष्ट तत्काळ पटवण्याजोगे तुम्ही तिथा स्वीकार करत नाही. लोकांशी वागताना मात्र तुमचे वागणे भावनेने ओथंबलेले असते. सर्वांबरोबर तुमचे संबंध चांगले राहतात. मित्र व नातेवाईक तुमच्या गुणांची प्रशंसा करतात. कार्यक्षेत्र : लोकांच्या कल्याणासाठी कार्यरत असलेल्या शासकीय, नियमशासकीय महापालिका सारख्या संस्था आदी कार्यक्षेत्रात तुम्हाला यश मिळते. शिक्षणक्षेत्रात प्रशासक म्हणून काम करू शकता. <box>580 1226 746 1310</box>
sudoku-cell <box>487 807 497 819</box>
sudoku-cell: 7 <box>539 891 550 901</box>
sudoku-cell <box>467 820 477 832</box>
sudoku-cell: 9 <box>550 871 561 881</box>
lead-column-3: लिंबू स्वयंपाकघर स्वच्छ करण्यासाठी देखील खूप उपयुक्त ठरू शकते. यासाठी स्वयंपाकघरातील घाणेरड्या भागावर लिंबू लावा आणि ५ मिनिटे तसेच राहू द्या. नंतर ५ मिनिटांनी स्वच्छ करा. गरम पाणी स्वयंपाकघरातील ग्रीस सहज स्वच्छ करण्यासाठी तुम्ही गरम पाण्याचाही वापर करू शकता. स्वयंपाकघर स्वच्छ करण्याचा हा सर्वोत्तम मार्ग आहे. यामुळे स्वयंपाकघरातील ग्रीस सहज स्वच्छ होईल. स्वयंपाकघरातील सिंकच जागेवर गरम पाणी टाका आणि ते हळूहळू स्वच्छ होईल. <box>778 206 920 290</box>
sudoku-cell <box>507 758 517 770</box>
photo-caption-right: लिंबू <box>705 384 717 393</box>
sudoku-cell: 8 <box>518 931 529 941</box>
sudoku-cell <box>507 746 517 758</box>
history-entry: १८१४ – पॅरिसचा पहिला तह - नेपोलियन बोनापार्टला एल्बा येथे हद्दपारीची शिक्षा. <box>33 217 234 226</box>
sudoku-cell: 5 <box>537 820 547 832</box>
guru-title-line-2: आचार्य दिव्येचतनानंद <box>715 836 815 852</box>
sudoku-rules: प्रत्येक उभी लाइन, आडवी लाइन आणि ३-३ च्या वर्गात १ ते ९ पर्यंतची संख्या भरा. परंतु ही अट आहे की, नंबरची पुनरावृत्ती कोणत्याही उभ्या किंवा आडव्या लाइन आणि चौकानात आली नाही पाहिजे. प्रत्येक कोड्याचे केवळ एकच उत्तर आहे. या कोड्याला भरण्यासाठी आपण पेन्सिलचा आणि खोड रबराचा उपयोग केला तर ते आपल्यासाठी अधिक सुविधा जनक होईल. <box>256 830 468 877</box>
